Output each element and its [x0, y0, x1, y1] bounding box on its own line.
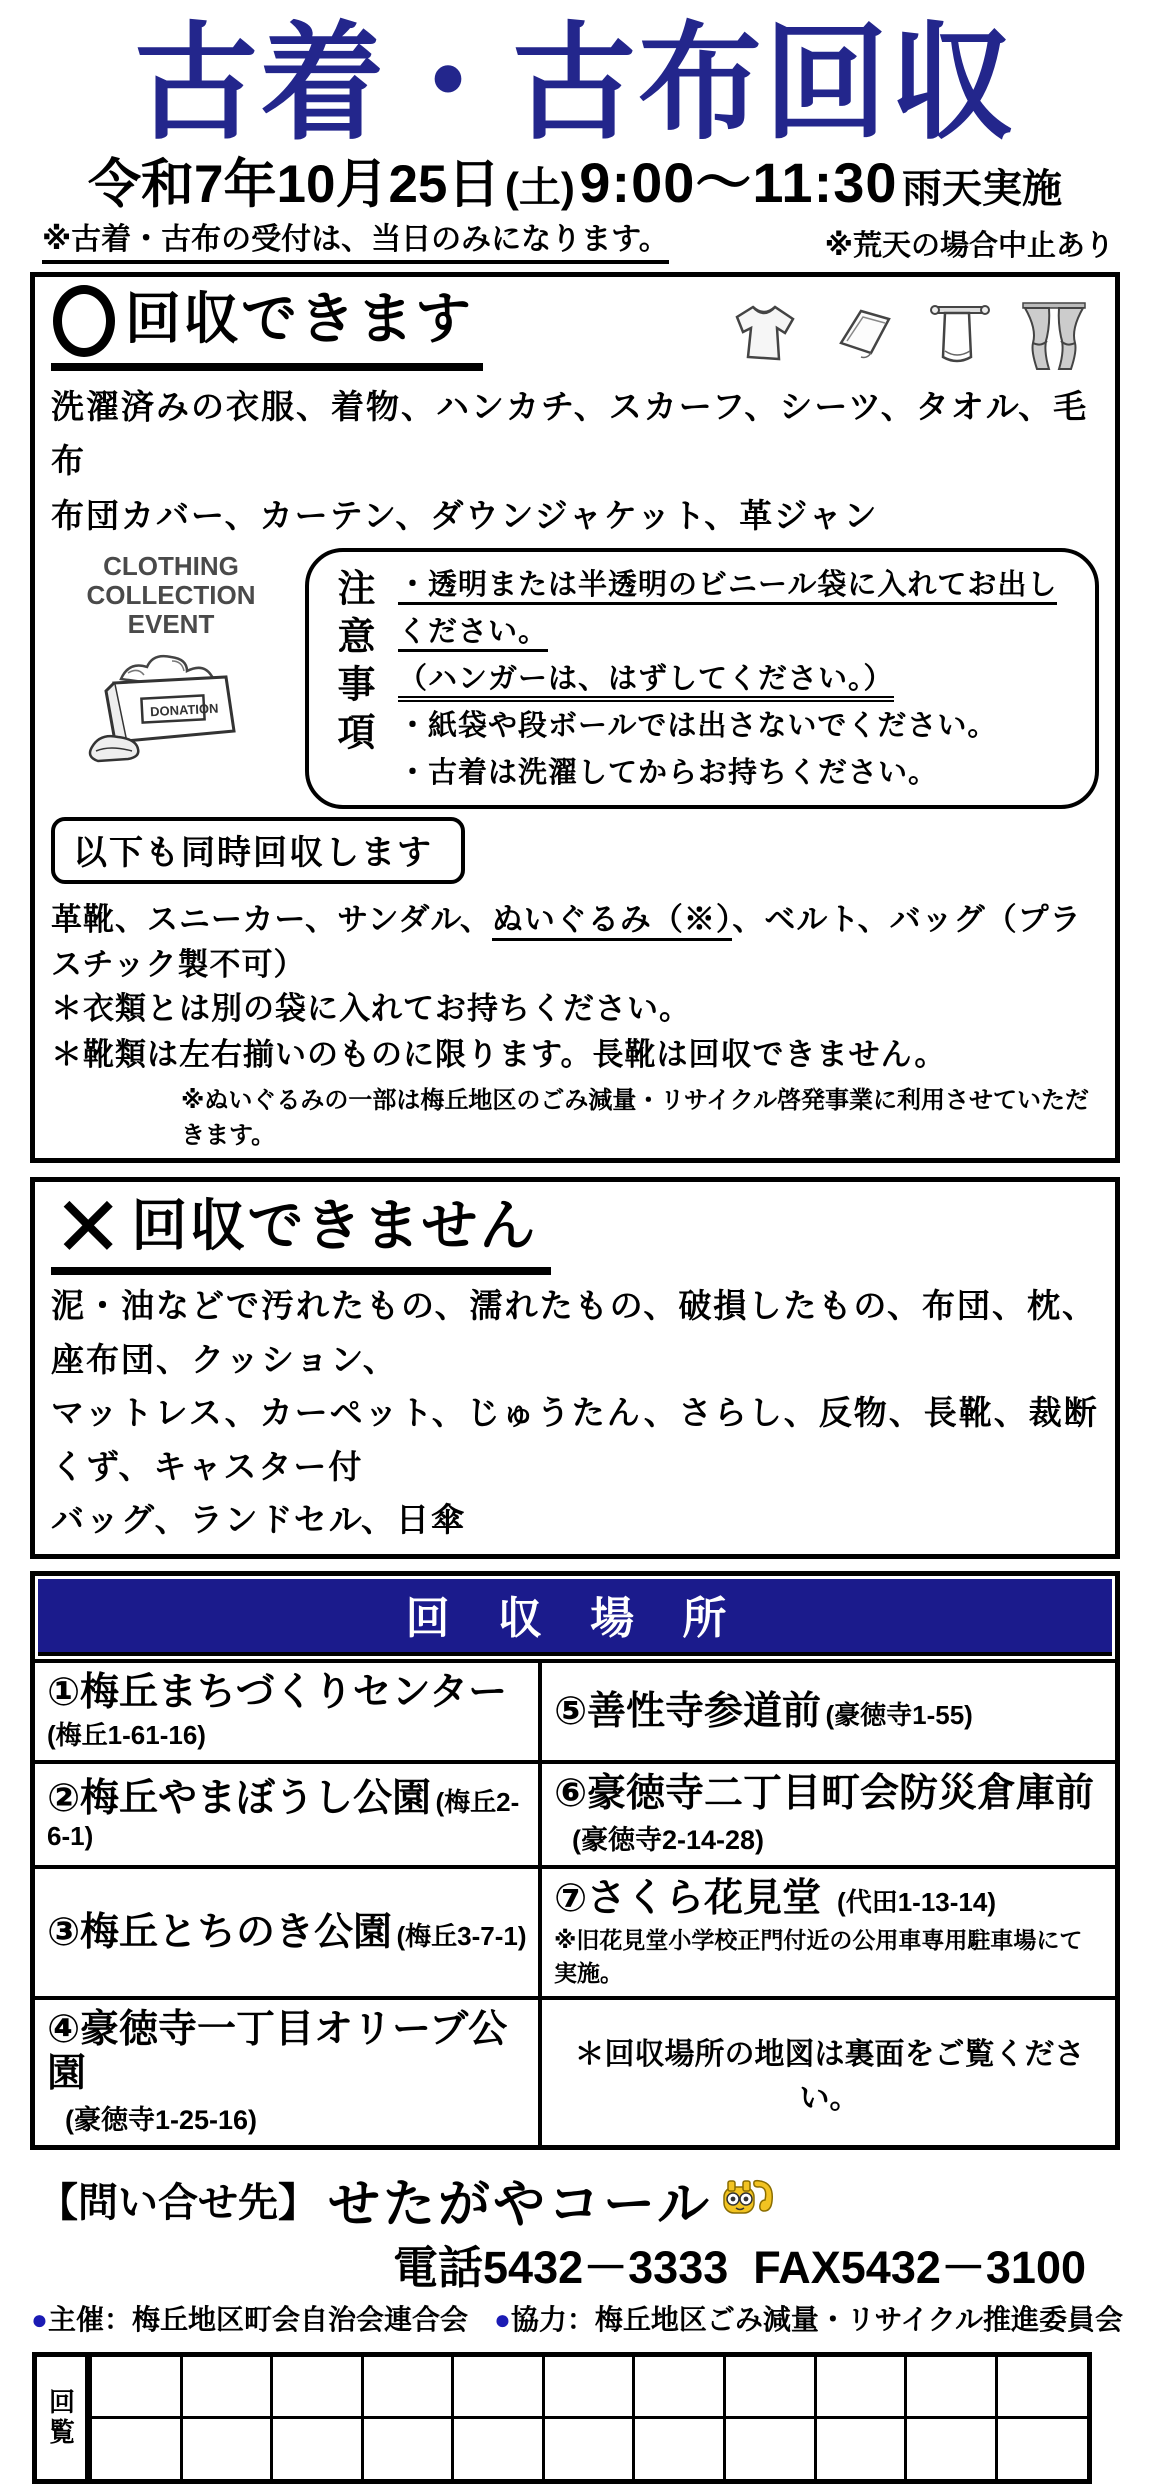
place-cell-4: ④豪徳寺一丁目オリーブ公園 (豪徳寺1-25-16)	[35, 1998, 540, 2144]
stuffed-toy-underlined: ぬいぐるみ（※）	[492, 902, 733, 941]
event-date: 令和7年10月25日	[88, 154, 501, 214]
setagaya-call-mascot-icon	[716, 2173, 780, 2225]
kairan-grid	[89, 2357, 1087, 2479]
kairan-cell	[815, 2418, 906, 2479]
kairan-cell	[815, 2357, 906, 2418]
event-date-line	[28, 150, 1122, 214]
kairan-cell	[91, 2418, 182, 2479]
header-notes	[28, 214, 1122, 268]
towel-icon	[927, 299, 993, 369]
accept-items-line2: 布団カバー、カーテン、ダウンジャケット、革ジャン	[51, 498, 879, 535]
event-text-line1: CLOTHING	[103, 551, 239, 582]
accept-heading: 回収できます	[51, 285, 483, 371]
contact-section	[28, 2150, 1122, 2338]
kairan-cell	[725, 2357, 816, 2418]
event-day: (土)	[504, 163, 575, 211]
kairan-cell	[91, 2357, 182, 2418]
host-text: 主催：梅丘地区町会自治会連合会	[47, 2303, 468, 2335]
contact-numbers	[38, 2231, 1116, 2296]
places-table	[35, 1659, 1115, 2144]
event-text-line2: COLLECTION	[86, 580, 256, 611]
reject-section	[30, 1177, 1120, 1560]
kairan-cell	[543, 2418, 634, 2479]
reception-note: ※古着・古布の受付は、当日のみになります。	[42, 214, 669, 264]
place-cell-3: ③梅丘とちのき公園 (梅丘3-7-1)	[35, 1867, 540, 1999]
caution-box	[305, 548, 1099, 809]
coop-bullet-icon: ●	[493, 2303, 511, 2335]
phone-number: 電話5432－3333	[393, 2241, 729, 2293]
donation-label: DONATION	[149, 700, 219, 720]
storm-cancel-note: ※荒天の場合中止あり	[824, 229, 1114, 262]
circle-ok-icon	[53, 285, 115, 357]
place-cell-7: ⑦さくら花見堂 (代田1-13-14) ※旧花見堂小学校正門付近の公用車専用駐車場にて実施。	[540, 1867, 1115, 1999]
organizer-line	[31, 2298, 1123, 2338]
kairan-cell	[906, 2357, 997, 2418]
table-row	[35, 1661, 1115, 1762]
donation-box-icon	[76, 639, 266, 767]
place-7-note: ※旧花見堂小学校正門付近の公用車専用駐車場にて実施。	[554, 1927, 1083, 1987]
contact-label: 【問い合せ先】	[38, 2180, 318, 2225]
accept-section	[30, 272, 1120, 1163]
place-cell-1: ①梅丘まちづくりセンター(梅丘1-61-16)	[35, 1661, 540, 1762]
kairan-cell	[543, 2357, 634, 2418]
page-title: 古着・古布回収	[133, 13, 1016, 155]
kairan-cell	[272, 2418, 363, 2479]
x-ng-icon: ✕	[53, 1179, 124, 1274]
host-bullet-icon: ●	[31, 2303, 48, 2335]
place-cell-6: ⑥豪徳寺二丁目町会防災倉庫前 (豪徳寺2-14-28)	[540, 1762, 1115, 1867]
table-row	[35, 1867, 1115, 1999]
accept-items	[51, 381, 1099, 544]
contact-name: せたがやコール	[328, 2175, 712, 2234]
reject-items	[51, 1281, 1099, 1548]
reject-items-line1: 泥・油などで汚れたもの、濡れたもの、破損したもの、布団、枕、座布団、クッション、	[51, 1289, 1098, 1379]
event-text-line3: EVENT	[127, 609, 215, 640]
reject-heading: ✕ 回収できません	[51, 1190, 551, 1276]
kairan-cell	[906, 2418, 997, 2479]
caution-bullet-2: （ハンガーは、はずしてください。）	[398, 663, 894, 702]
fax-number: FAX5432－3100	[753, 2241, 1086, 2293]
kairan-row	[91, 2357, 1088, 2418]
shirt-icon	[727, 299, 801, 365]
caution-bullet-4: ・古着は洗濯してからお持ちください。	[398, 756, 939, 789]
kairan-cell	[272, 2357, 363, 2418]
also-collect-items: 革靴、スニーカー、サンダル、ぬいぐるみ（※）、ベルト、バッグ（プラスチック製不可）	[51, 901, 1082, 982]
clothing-event-graphic	[51, 548, 291, 772]
star-note-2: ＊靴類は左右揃いのものに限ります。長靴は回収できません。	[51, 1036, 947, 1072]
circulation-table	[32, 2352, 1092, 2484]
kairan-row	[91, 2418, 1088, 2479]
table-row	[35, 1762, 1115, 1867]
coop-text: 協力：梅丘地区ごみ減量・リサイクル推進委員会	[510, 2303, 1123, 2335]
kairan-cell	[362, 2418, 453, 2479]
places-header: 回 収 場 所	[38, 1579, 1112, 1656]
kairan-cell	[634, 2357, 725, 2418]
kairan-cell	[181, 2357, 272, 2418]
collection-places-section	[30, 1571, 1120, 2149]
kairan-cell	[453, 2357, 544, 2418]
kairan-cell	[996, 2418, 1087, 2479]
star-note-1: ＊衣類とは別の袋に入れてお持ちください。	[51, 990, 691, 1026]
caution-bullet-3: ・紙袋や段ボールでは出さないでください。	[398, 709, 998, 742]
folded-cloth-icon	[827, 299, 901, 365]
kairan-cell	[453, 2418, 544, 2479]
event-weather: 雨天実施	[901, 166, 1062, 211]
event-time: 9:00～11:30	[579, 150, 898, 214]
caution-label: 注意事項	[331, 568, 373, 761]
table-row	[35, 1998, 1115, 2144]
curtain-icon	[1019, 299, 1089, 373]
kairan-cell	[996, 2357, 1087, 2418]
kairan-cell	[725, 2418, 816, 2479]
reject-items-line3: バッグ、ランドセル、日傘	[51, 1502, 467, 1539]
kairan-cell	[181, 2418, 272, 2479]
circulation-label: 回覧	[37, 2357, 89, 2479]
clothing-icons	[727, 285, 1099, 373]
caution-list	[380, 562, 1081, 797]
place-cell-2: ②梅丘やまぼうし公園 (梅丘2-6-1)	[35, 1762, 540, 1867]
also-collect-label: 以下も同時回収します	[51, 817, 465, 884]
reject-items-line2: マットレス、カーペット、じゅうたん、さらし、反物、長靴、裁断くず、キャスター付	[51, 1396, 1099, 1486]
map-note-cell: ＊回収場所の地図は裏面をご覧ください。	[540, 1998, 1115, 2144]
accept-items-line1: 洗濯済みの衣服、着物、ハンカチ、スカーフ、シーツ、タオル、毛布	[51, 389, 1089, 481]
caution-bullet-1: ・透明または半透明のビニール袋に入れてお出しください。	[398, 569, 1057, 652]
kairan-cell	[362, 2357, 453, 2418]
kairan-cell	[634, 2418, 725, 2479]
stuffed-toy-note: ※ぬいぐるみの一部は梅丘地区のごみ減量・リサイクル啓発事業に利用させていただきます。	[181, 1086, 1089, 1149]
place-cell-5: ⑤善性寺参道前 (豪徳寺1-55)	[540, 1661, 1115, 1762]
